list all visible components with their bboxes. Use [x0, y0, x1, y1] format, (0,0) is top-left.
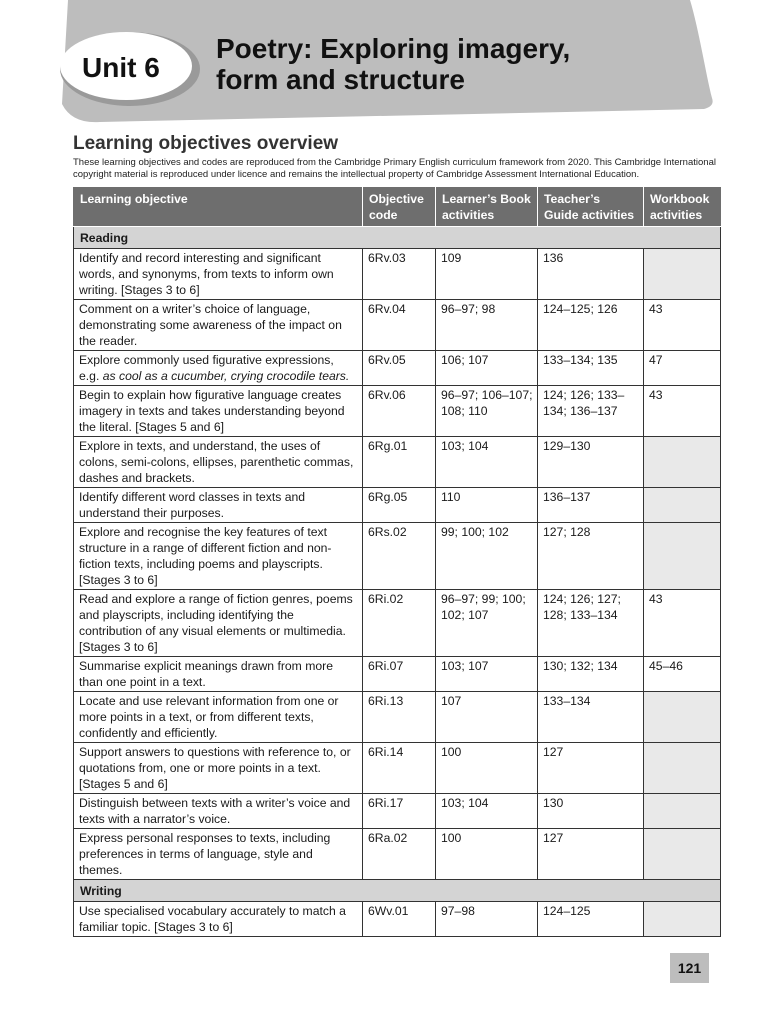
- table-row: [74, 249, 721, 300]
- teachers-guide-cell: 124–125: [538, 902, 644, 937]
- learners-book-cell: 103; 104: [436, 437, 538, 488]
- teachers-guide-cell: 130: [538, 794, 644, 829]
- column-header-line: activities: [650, 208, 703, 222]
- learners-book-cell: 107: [436, 692, 538, 743]
- objective-code-cell: 6Ri.02: [363, 590, 436, 657]
- workbook-cell: [644, 692, 721, 743]
- objective-text: Explore commonly used figurative expressions,: [79, 353, 334, 367]
- objective-text: Use specialised vocabulary accurately to match a familiar topic. [Stages 3 to 6]: [79, 904, 346, 934]
- table-row: [74, 437, 721, 488]
- learners-book-cell: 110: [436, 488, 538, 523]
- teachers-guide-cell: 133–134: [538, 692, 644, 743]
- column-header-line: Learner’s Book: [442, 192, 531, 206]
- objective-code-cell: 6Ri.13: [363, 692, 436, 743]
- page-number: 121: [670, 953, 709, 983]
- column-header-line: code: [369, 208, 398, 222]
- section-label: Reading: [74, 227, 721, 249]
- objective-text: Identify different word classes in texts and understand their purposes.: [79, 490, 306, 520]
- copyright-note: These learning objectives and codes are reproduced from the Cambridge Primary English curriculum framework from 2020. This Cambridge International copyright material is reproduced under licence and remains the intellectual property of Cambridge Assessment International Education.: [73, 157, 716, 180]
- workbook-cell: [644, 437, 721, 488]
- section-heading: Learning objectives overview: [73, 133, 339, 154]
- objective-code-cell: 6Rg.05: [363, 488, 436, 523]
- table-row: [74, 657, 721, 692]
- teachers-guide-cell: 124; 126; 127; 128; 133–134: [538, 590, 644, 657]
- learners-book-cell: 103; 104: [436, 794, 538, 829]
- objective-text: Support answers to questions with reference to, or quotations from, one or more points in a text. [Stages 5 and 6]: [79, 745, 351, 791]
- column-header-line: Workbook: [650, 192, 710, 206]
- column-header-line: Learning objective: [80, 192, 188, 206]
- learners-book-cell: 96–97; 98: [436, 300, 538, 351]
- section-row-reading: [74, 227, 721, 249]
- objective-example-prefix: e.g.: [79, 369, 103, 383]
- objective-code-cell: 6Ri.17: [363, 794, 436, 829]
- column-header-line: Guide activities: [544, 208, 635, 222]
- column-header-learners-book: [436, 188, 538, 227]
- objective-text: Begin to explain how figurative language creates imagery in texts and takes understanding beyond the literal. [Stages 5 and 6]: [79, 388, 345, 434]
- table-header-row: [74, 188, 721, 227]
- objective-cell: [74, 590, 363, 657]
- objective-cell: [74, 351, 363, 386]
- objective-text: Explore and recognise the key features of text structure in a range of different fiction and non-fiction texts, including poems and playscripts. [Stages 3 to 6]: [79, 525, 332, 587]
- objective-cell: [74, 794, 363, 829]
- learners-book-cell: 109: [436, 249, 538, 300]
- objective-example: as cool as a cucumber, crying crocodile tears.: [102, 369, 350, 383]
- teachers-guide-cell: 127; 128: [538, 523, 644, 590]
- objective-cell: [74, 743, 363, 794]
- table-row: [74, 743, 721, 794]
- learners-book-cell: 103; 107: [436, 657, 538, 692]
- table-row: [74, 488, 721, 523]
- objective-code-cell: 6Rv.06: [363, 386, 436, 437]
- objective-text: Distinguish between texts with a writer’s voice and texts with a narrator’s voice.: [79, 796, 351, 826]
- workbook-cell: [644, 523, 721, 590]
- column-header-workbook: [644, 188, 721, 227]
- objective-cell: [74, 437, 363, 488]
- learners-book-cell: 100: [436, 743, 538, 794]
- objective-text: Summarise explicit meanings drawn from more than one point in a text.: [79, 659, 333, 689]
- table-row: [74, 590, 721, 657]
- objective-text: Locate and use relevant information from one or more points in a text, or from different texts, confidently and efficiently.: [79, 694, 339, 740]
- objective-code-cell: 6Rs.02: [363, 523, 436, 590]
- unit-title: [216, 33, 570, 95]
- table-row: [74, 523, 721, 590]
- table-body: [74, 227, 721, 937]
- learners-book-cell: 100: [436, 829, 538, 880]
- objective-code-cell: 6Rv.04: [363, 300, 436, 351]
- objective-text: Express personal responses to texts, including preferences in terms of language, style and themes.: [79, 831, 331, 877]
- teachers-guide-cell: 127: [538, 743, 644, 794]
- objective-text: Read and explore a range of fiction genres, poems and playscripts, including identifying the contribution of any visual elements or multimedia. [Stages 3 to 6]: [79, 592, 353, 654]
- objective-cell: [74, 249, 363, 300]
- unit-title-line-2: form and structure: [216, 64, 465, 95]
- workbook-cell: 45–46: [644, 657, 721, 692]
- column-header-line: activities: [442, 208, 495, 222]
- learning-objectives-table: [73, 187, 721, 937]
- objective-code-cell: 6Rv.05: [363, 351, 436, 386]
- column-header-learning-objective: [74, 188, 363, 227]
- learners-book-cell: 96–97; 99; 100; 102; 107: [436, 590, 538, 657]
- learners-book-cell: 106; 107: [436, 351, 538, 386]
- section-row-writing: [74, 880, 721, 902]
- table-row: [74, 829, 721, 880]
- objective-cell: [74, 523, 363, 590]
- teachers-guide-cell: 124–125; 126: [538, 300, 644, 351]
- table-row: [74, 351, 721, 386]
- objective-code-cell: 6Wv.01: [363, 902, 436, 937]
- objective-cell: [74, 300, 363, 351]
- objective-cell: [74, 692, 363, 743]
- objective-cell: [74, 657, 363, 692]
- table-row: [74, 794, 721, 829]
- objective-code-cell: 6Rv.03: [363, 249, 436, 300]
- teachers-guide-cell: 127: [538, 829, 644, 880]
- objective-code-cell: 6Ra.02: [363, 829, 436, 880]
- unit-label: Unit 6: [82, 52, 160, 83]
- teachers-guide-cell: 129–130: [538, 437, 644, 488]
- objective-cell: [74, 386, 363, 437]
- workbook-cell: [644, 249, 721, 300]
- teachers-guide-cell: 136–137: [538, 488, 644, 523]
- teachers-guide-cell: 133–134; 135: [538, 351, 644, 386]
- column-header-teachers-guide: [538, 188, 644, 227]
- table-row: [74, 300, 721, 351]
- workbook-cell: 47: [644, 351, 721, 386]
- objective-cell: [74, 902, 363, 937]
- column-header-line: Teacher’s: [544, 192, 601, 206]
- objective-text: Identify and record interesting and significant words, and synonyms, from texts to inform own writing. [Stages 3 to 6]: [79, 251, 334, 297]
- section-label: Writing: [74, 880, 721, 902]
- teachers-guide-cell: 136: [538, 249, 644, 300]
- workbook-cell: [644, 829, 721, 880]
- teachers-guide-cell: 124; 126; 133–134; 136–137: [538, 386, 644, 437]
- objective-cell: [74, 829, 363, 880]
- column-header-line: Objective: [369, 192, 424, 206]
- table-row: [74, 386, 721, 437]
- workbook-cell: 43: [644, 590, 721, 657]
- objective-code-cell: 6Ri.14: [363, 743, 436, 794]
- workbook-cell: [644, 488, 721, 523]
- workbook-cell: [644, 743, 721, 794]
- learners-book-cell: 99; 100; 102: [436, 523, 538, 590]
- objective-text: Comment on a writer’s choice of language, demonstrating some awareness of the impact on the reader.: [79, 302, 342, 348]
- table-row: [74, 902, 721, 937]
- objective-text: Explore in texts, and understand, the uses of colons, semi-colons, ellipses, parenthetic commas, dashes and brackets.: [79, 439, 354, 485]
- unit-title-line-1: Poetry: Exploring imagery,: [216, 33, 571, 64]
- workbook-cell: 43: [644, 386, 721, 437]
- learners-book-cell: 96–97; 106–107; 108; 110: [436, 386, 538, 437]
- workbook-cell: [644, 794, 721, 829]
- objective-code-cell: 6Rg.01: [363, 437, 436, 488]
- workbook-cell: [644, 902, 721, 937]
- objective-cell: [74, 488, 363, 523]
- workbook-cell: 43: [644, 300, 721, 351]
- objective-code-cell: 6Ri.07: [363, 657, 436, 692]
- table-row: [74, 692, 721, 743]
- teachers-guide-cell: 130; 132; 134: [538, 657, 644, 692]
- column-header-objective-code: [363, 188, 436, 227]
- learners-book-cell: 97–98: [436, 902, 538, 937]
